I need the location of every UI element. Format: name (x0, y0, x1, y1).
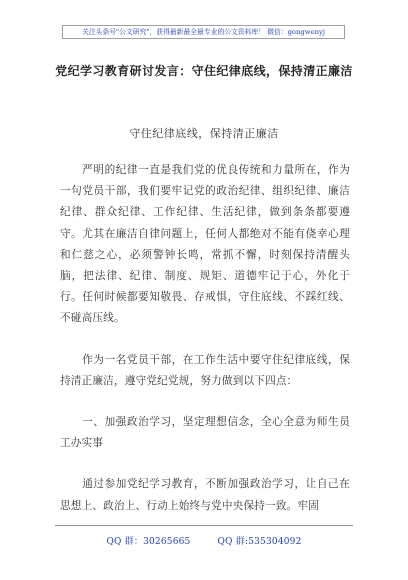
body-paragraph: 通过参加党纪学习教育，不断加强政治学习，让自己在思想上、政治上、行动上始终与党中央保持一致。牢固 (60, 478, 350, 512)
qq-group-1: QQ 群：30265665 (106, 537, 191, 547)
document-body (60, 160, 350, 517)
body-paragraph: 作为一名党员干部，在工作生活中要守住纪律底线，保持清正廉洁，遵守党纪党规，努力做到以下四点： (60, 353, 350, 387)
document-title: 党纪学习教育研讨发言：守住纪律底线，保持清正廉洁 (55, 64, 353, 78)
body-paragraph: 严明的纪律一直是我们党的优良传统和力量所在，作为一句党员干部，我们要牢记党的政治纪律、组织纪律、廉洁纪律、群众纪律、工作纪律、生活纪律，做到条条都要遵守。尤其在廉洁自律问题上，任何人都绝对不能有侥幸心理和仁慈之心，必须警钟长鸣，常抓不懈，时刻保持清醒头脑，把法律、纪律、制度、规矩、道德牢记于心，外化于行。任何时候都要知敬畏、存戒惧，守住底线、不踩红线、不碰高压线。 (60, 164, 350, 325)
footer (0, 534, 408, 547)
section-heading: 一、加强政治学习，坚定理想信念，全心全意为师生员工办实事 (60, 416, 350, 450)
document-subtitle: 守住纪律底线，保持清正廉洁 (129, 127, 279, 140)
footer-divider (55, 525, 353, 526)
qq-group-2: QQ 群:535304092 (217, 537, 302, 547)
promo-banner: 关注头条号"公文研究"，获得最新最全最专业的公文资料库！ 微信：gongwenyj (62, 25, 345, 39)
